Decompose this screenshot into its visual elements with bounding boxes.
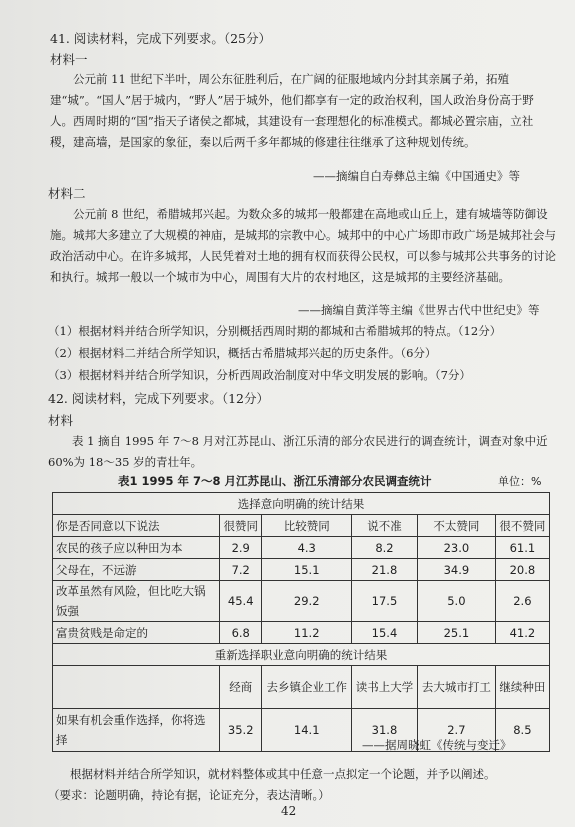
header-cell: 说不准 bbox=[351, 515, 417, 537]
header-cell: 你是否同意以下说法 bbox=[53, 515, 220, 537]
section2-title: 重新选择职业意向明确的统计结果 bbox=[53, 644, 550, 666]
table-cell: 6.8 bbox=[220, 622, 262, 644]
table-cell: 8.5 bbox=[495, 709, 549, 752]
q41-material1-label: 材料一 bbox=[50, 52, 88, 67]
q41-material2-text: 公元前 8 世纪，希腊城邦兴起。为数众多的城邦一般都建在高地或山丘上，建有城墙等防御设施。城邦大多建立了大规模的神庙，是城邦的宗教中心。城邦中的中心广场即市政广场是城邦社会与政治活动中心。在许多城邦，人民凭着对土地的拥有权而获得公民权，可以参与城邦公共事务的讨论和执行。城邦一般以一个城市为中心，周围有大片的农村地区，这是城邦的主要经济基础。 bbox=[50, 207, 556, 284]
table-cell: 29.2 bbox=[262, 581, 352, 622]
table-cell: 2.9 bbox=[220, 537, 262, 559]
row-label: 农民的孩子应以种田为本 bbox=[53, 537, 220, 559]
survey-table bbox=[52, 492, 550, 752]
table-cell: 35.2 bbox=[220, 709, 262, 752]
q42-source: ——据周晓虹《传统与变迁》 bbox=[362, 738, 512, 752]
table-cell: 61.1 bbox=[495, 537, 549, 559]
table-unit: 单位：% bbox=[498, 475, 542, 488]
table-cell: 2.6 bbox=[495, 581, 549, 622]
table-cell: 4.3 bbox=[262, 537, 352, 559]
table-cell: 23.0 bbox=[417, 537, 495, 559]
row-label: 富贵贫贱是命定的 bbox=[53, 622, 220, 644]
table-row bbox=[53, 559, 550, 581]
table-cell: 31.8 bbox=[351, 709, 417, 752]
table-cell: 2.7 bbox=[417, 709, 495, 752]
table-cell: 41.2 bbox=[495, 622, 549, 644]
q41-requirement-2: （2）根据材料二并结合所学知识，概括古希腊城邦兴起的历史条件。（6分） bbox=[48, 346, 437, 360]
table-row bbox=[53, 581, 550, 622]
q41-material1-source: ——摘编自白寿彝总主编《中国通史》等 bbox=[313, 169, 520, 183]
q42-heading: 42. 阅读材料，完成下列要求。（12分） bbox=[48, 391, 270, 406]
table-cell: 7.2 bbox=[220, 559, 262, 581]
q41-material2-label: 材料二 bbox=[48, 186, 86, 201]
table-cell: 34.9 bbox=[417, 559, 495, 581]
empty-header-cell bbox=[53, 666, 220, 709]
q41-material2-source: ——摘编自黄洋等主编《世界古代中世纪史》等 bbox=[298, 303, 540, 317]
table-caption: 表1 1995 年 7～8 月江苏昆山、浙江乐清部分农民调查统计 bbox=[118, 474, 432, 488]
header-cell: 不太赞同 bbox=[417, 515, 495, 537]
header-cell: 继续种田 bbox=[495, 666, 549, 709]
table-cell: 11.2 bbox=[262, 622, 352, 644]
section1-title: 选择意向明确的统计结果 bbox=[53, 493, 550, 515]
header-cell: 经商 bbox=[220, 666, 262, 709]
table-cell: 8.2 bbox=[351, 537, 417, 559]
table-cell: 15.4 bbox=[351, 622, 417, 644]
q41-requirement-1: （1）根据材料并结合所学知识，分别概括西周时期的都城和古希腊城邦的特点。（12分） bbox=[48, 324, 502, 338]
row-label: 父母在，不远游 bbox=[53, 559, 220, 581]
table-cell: 20.8 bbox=[495, 559, 549, 581]
header-cell: 去大城市打工 bbox=[417, 666, 495, 709]
table-cell: 17.5 bbox=[351, 581, 417, 622]
row-label: 如果有机会重作选择，你将选择 bbox=[53, 709, 220, 752]
table-cell: 21.8 bbox=[351, 559, 417, 581]
table-cell: 25.1 bbox=[417, 622, 495, 644]
row-label: 改革虽然有风险，但比吃大锅饭强 bbox=[53, 581, 220, 622]
table-cell: 45.4 bbox=[220, 581, 262, 622]
table-cell: 15.1 bbox=[262, 559, 352, 581]
q42-requirement: （要求：论题明确，持论有据，论证充分，表达清晰。） bbox=[48, 788, 330, 802]
q42-material-intro: 表 1 摘自 1995 年 7～8 月对江苏昆山、浙江乐清的部分农民进行的调查统计，调查对象中近 60%为 18～35 岁的青壮年。 bbox=[48, 434, 548, 469]
header-cell: 比较赞同 bbox=[262, 515, 352, 537]
q41-heading: 41. 阅读材料，完成下列要求。（25分） bbox=[50, 31, 272, 46]
header-cell: 很赞同 bbox=[220, 515, 262, 537]
section1-header-row bbox=[53, 515, 550, 537]
q41-requirement-3: （3）根据材料并结合所学知识，分析西周政治制度对中华文明发展的影响。（7分） bbox=[48, 368, 471, 382]
table-row bbox=[53, 622, 550, 644]
header-cell: 很不赞同 bbox=[495, 515, 549, 537]
q41-material1-text: 公元前 11 世纪下半叶，周公东征胜利后，在广阔的征服地域内分封其亲属子弟，拓殖建“城”。“国人”居于城内，“野人”居于城外，他们都享有一定的政治权利，国人政治身份高于野人。西周时期的“国”指天子诸侯之都城，其建设有一套理想化的标准模式。都城必置宗庙，立社稷，建高墙，是国家的象征，秦以后两千多年都城的修建往往继承了这种规划传统。 bbox=[50, 72, 534, 149]
header-cell: 读书上大学 bbox=[351, 666, 417, 709]
table-cell: 14.1 bbox=[262, 709, 352, 752]
section2-header-row bbox=[53, 666, 550, 709]
q42-instruction: 根据材料并结合所学知识，就材料整体或其中任意一点拟定一个论题，并予以阐述。 bbox=[70, 767, 496, 781]
page-number: 42 bbox=[281, 804, 297, 818]
q42-material-label: 材料 bbox=[48, 413, 74, 428]
header-cell: 去乡镇企业工作 bbox=[262, 666, 352, 709]
table-row bbox=[53, 537, 550, 559]
table-cell: 5.0 bbox=[417, 581, 495, 622]
